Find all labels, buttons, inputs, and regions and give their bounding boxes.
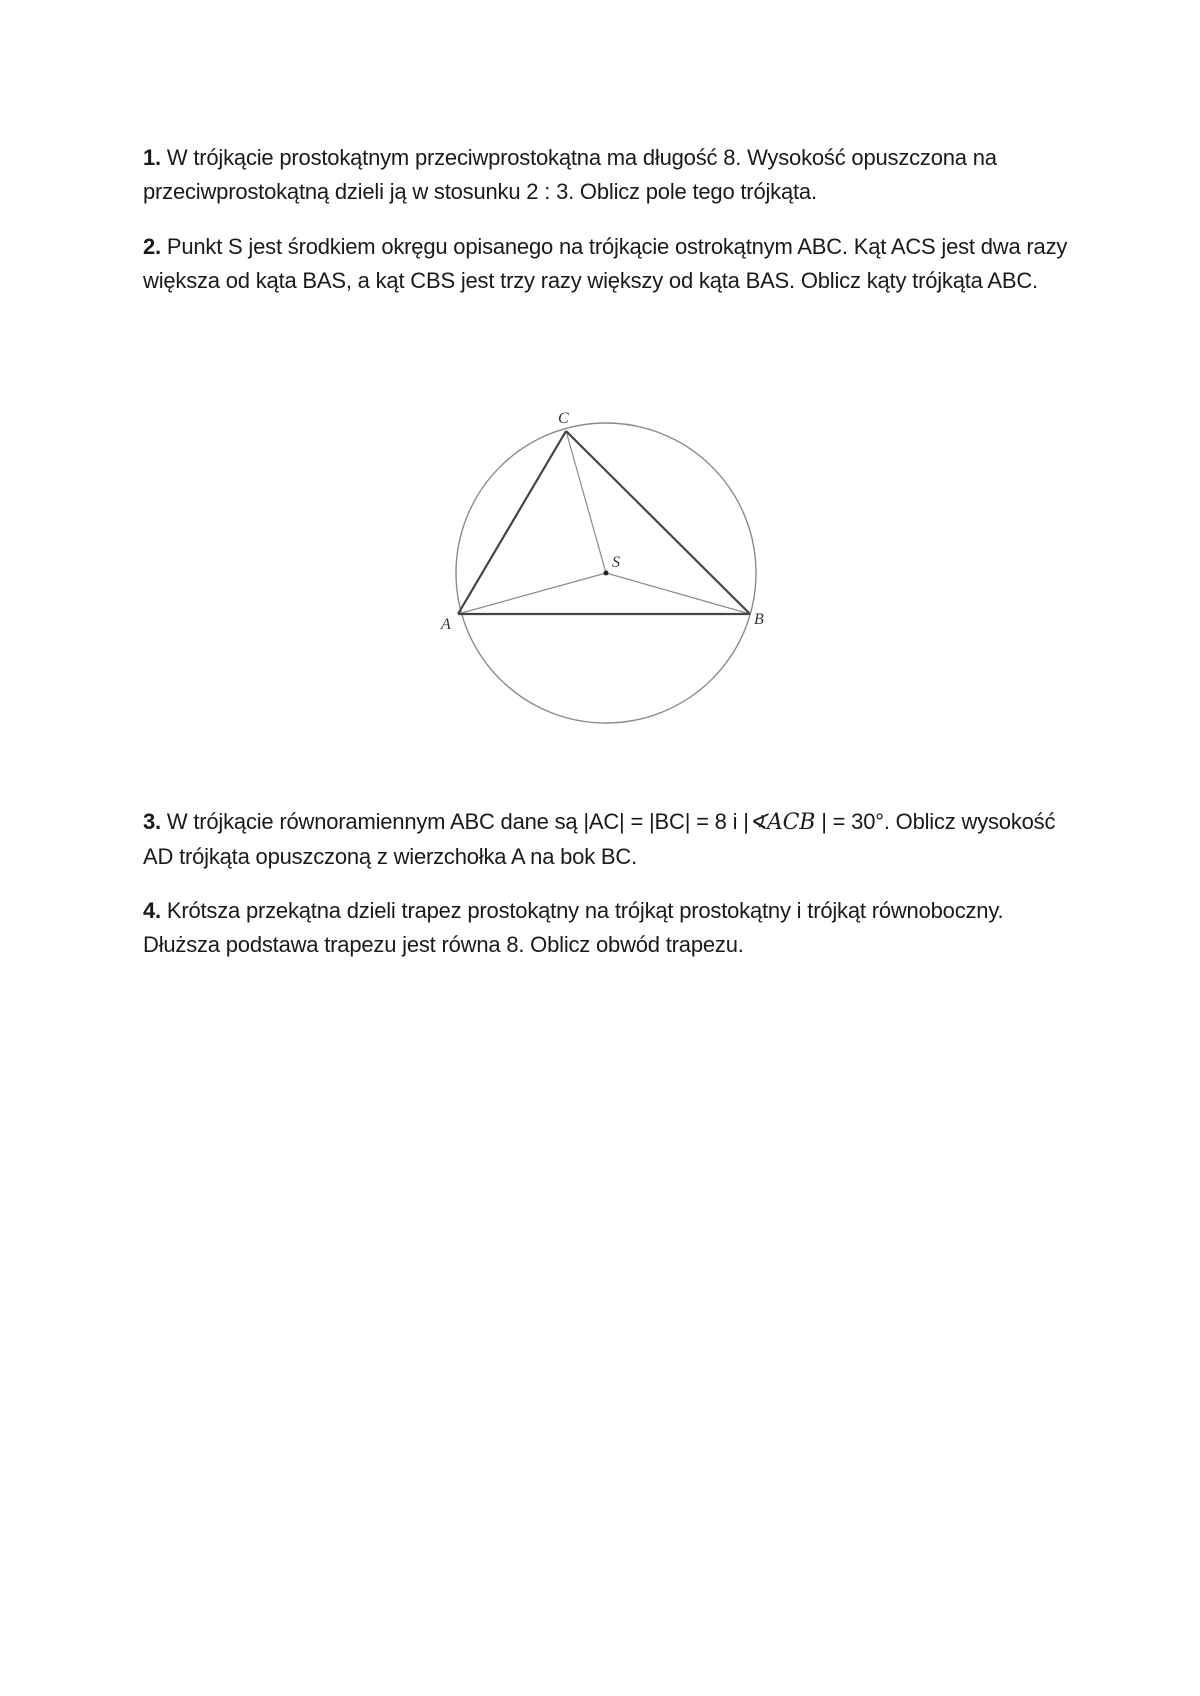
problem-3-text-before: W trójkącie równoramiennym ABC dane są |AC| = |BC| = 8 i | xyxy=(160,809,749,834)
problem-4-number: 4. xyxy=(143,898,161,923)
segment-as xyxy=(458,573,606,614)
problem-1-text: W trójkącie prostokątnym przeciwprostokątna ma długość 8. Wysokość opuszczona na przeciwprostokątną dzieli ją w stosunku 2 : 3. Oblicz pole tego trójkąta. xyxy=(143,145,997,204)
label-a: A xyxy=(441,616,451,633)
side-bc xyxy=(566,431,750,614)
center-point-s xyxy=(604,571,609,576)
problem-1 xyxy=(143,141,1073,209)
problem-1-number: 1. xyxy=(143,145,161,170)
problem-4 xyxy=(143,894,1073,962)
problem-3-text-after: | = 30°. Oblicz wysokość AD trójkąta opuszczoną z wierzchołka A na bok BC. xyxy=(143,809,1056,869)
problem-2 xyxy=(143,230,1073,298)
problem-4-text: Krótsza przekątna dzieli trapez prostokątny na trójkąt prostokątny i trójkąt równoboczny. Dłuższa podstawa trapezu jest równa 8. Oblicz obwód trapezu. xyxy=(143,898,1004,957)
circumscribed-triangle-figure xyxy=(440,405,780,735)
problem-3 xyxy=(143,805,1073,874)
problem-3-number: 3. xyxy=(143,809,161,834)
figure-svg xyxy=(440,405,780,735)
label-c: C xyxy=(558,410,569,427)
problem-2-text: Punkt S jest środkiem okręgu opisanego na trójkącie ostrokątnym ABC. Kąt ACS jest dwa razy większa od kąta BAS, a kąt CBS jest trzy razy większy od kąta BAS. Oblicz kąty trójkąta ABC. xyxy=(143,234,1068,293)
label-b: B xyxy=(754,611,764,628)
problem-2-number: 2. xyxy=(143,234,161,259)
problem-3-angle-math: ∢ACB xyxy=(748,810,816,835)
label-s: S xyxy=(612,554,620,571)
side-ac xyxy=(458,431,566,614)
